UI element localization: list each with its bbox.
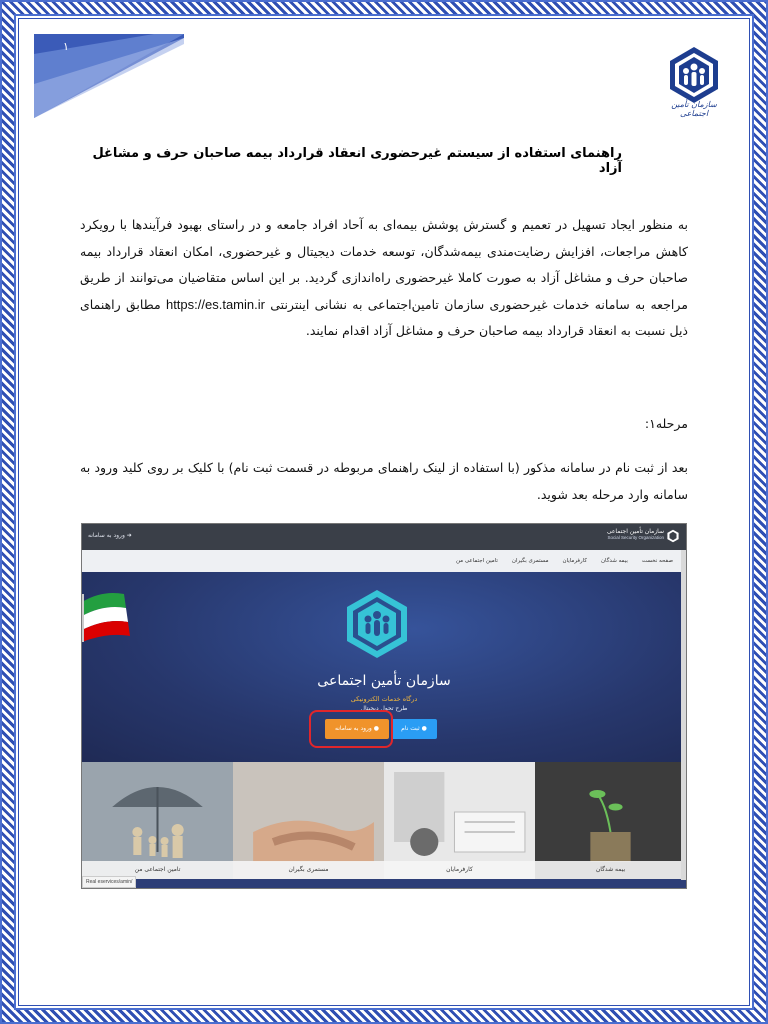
login-button-label: ورود به سامانه (334, 725, 372, 732)
hero-tagline: طرح تحول دیجیتال (360, 705, 408, 712)
document-title: راهنمای استفاده از سیستم غیرحضوری انعقاد قرارداد بیمه صاحبان حرف و مشاغل آزاد (92, 146, 622, 176)
screenshot-login-link[interactable] (88, 532, 132, 539)
user-icon: ● (371, 725, 379, 732)
nav-insured[interactable]: بیمه شدگان (601, 558, 628, 564)
tile-pensioners[interactable] (233, 762, 384, 879)
status-bar-url: Real eservices/amin/ (82, 876, 136, 888)
logo-caption: سازمان تأمین اجتماعی (671, 100, 717, 118)
iran-flag-icon (82, 572, 130, 642)
tile-pensioners-label: مستمری بگیران (233, 861, 384, 879)
corner-decoration (34, 34, 184, 118)
signup-button[interactable] (391, 719, 437, 739)
hero-logo-icon (344, 588, 410, 660)
nav-pensioners[interactable]: مستمری بگیران (511, 558, 549, 564)
screenshot-org-name-en: Social Security Organization (607, 535, 664, 540)
step-description: بعد از ثبت نام در سامانه مذکور (با استفاده از لینک راهنمای مربوطه در قسمت ثبت نام) با کلیک بر روی کلید ورود به سامانه وارد مرحله بعد شوید. (80, 460, 688, 502)
website-link[interactable]: https://es.tamin.ir (165, 296, 265, 312)
highlight-circle (309, 710, 393, 748)
intro-text-part1: به منظور ایجاد تسهیل در تعمیم و گسترش پوشش بیمه‌ای به آحاد افراد جامعه و در راستای بهبود فرآیندها با رویکرد کاهش مراجعات، افزایش رضایت‌مندی بیمه‌شدگان، توسعه خدمات دیجیتال و غیرحضوری، امکان انعقاد قرارداد بیمه صاحبان حرف و مشاغل آزاد به صورت کاملا غیرحضوری راه‌اندازی گردید. بر این اساس متقاضیان می‌توانند از طریق مراجعه به سامانه خدمات غیرحضوری سازمان تامین‌اجتماعی به نشانی اینترنتی (80, 217, 688, 312)
screenshot-nav-bar (82, 550, 686, 573)
screenshot-scrollbar[interactable] (681, 550, 686, 880)
signup-button-label: ثبت نام (401, 725, 420, 732)
enter-icon: ➜ (124, 532, 132, 539)
screenshot-topbar (82, 524, 686, 550)
tile-employers[interactable] (384, 762, 535, 879)
hero-title: سازمان تأمین اجتماعی (317, 673, 451, 689)
screenshot-login-link-label: ورود به سامانه (88, 532, 125, 539)
nav-employers[interactable]: کارفرمایان (562, 558, 587, 564)
screenshot-org-name-fa: سازمان تأمین اجتماعی (606, 528, 664, 535)
hero-subtitle: درگاه خدمات الکترونیکی (350, 695, 418, 703)
screenshot-logo-icon (666, 529, 680, 543)
nav-home[interactable]: صفحه نخست (641, 558, 673, 564)
intro-paragraph (80, 212, 688, 345)
intro-text-part2: مطابق راهنمای ذیل نسبت به انعقاد قرارداد بیمه صاحبان حرف و مشاغل آزاد اقدام نمایند. (80, 296, 688, 338)
tile-insured-label: بیمه شدگان (535, 861, 686, 879)
tile-my-tamin[interactable] (82, 762, 233, 879)
page-number: ۱ (63, 40, 69, 53)
add-user-icon: ● (419, 725, 427, 732)
step-label: مرحله۱: (644, 416, 688, 431)
website-screenshot (81, 523, 687, 889)
nav-my-tamin[interactable]: تامین اجتماعی من (455, 558, 498, 564)
tile-insured[interactable] (535, 762, 686, 879)
screenshot-tiles (82, 762, 686, 879)
tile-my-tamin-label: تامین اجتماعی من (82, 861, 233, 879)
screenshot-org-name (607, 528, 664, 540)
tile-employers-label: کارفرمایان (384, 861, 535, 879)
